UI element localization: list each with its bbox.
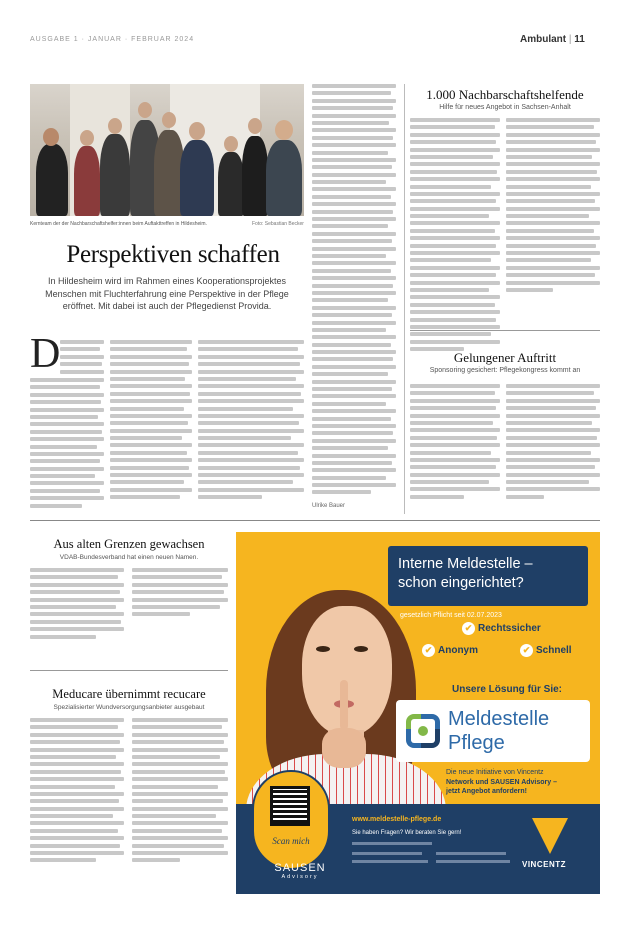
section-label: Ambulant | 11	[520, 34, 585, 45]
right-article-1-col-1	[410, 118, 500, 355]
right-article-1-headline: 1.000 Nachbarschaftshelfende	[426, 87, 584, 102]
right-article-2-headline: Gelungener Auftritt	[453, 350, 557, 365]
vincentz-logo-icon	[532, 818, 568, 854]
check-icon: ✔	[520, 644, 533, 657]
photo-credit: Foto: Sebastian Becker	[252, 221, 304, 227]
person	[242, 136, 268, 216]
advertisement[interactable]	[236, 532, 600, 894]
check-rechtssicher: ✔ Rechtssicher	[462, 622, 541, 635]
main-body-col-2	[110, 340, 192, 503]
bottom-article-2-subhead: Spezialisierter Wundversorgungsanbieter ausgebaut	[53, 704, 205, 711]
page-number: 11	[574, 34, 585, 45]
qr-code-icon	[270, 786, 310, 826]
brand-name-line-1: Meldestelle	[448, 708, 550, 730]
section-name: Ambulant	[520, 34, 567, 45]
person	[266, 140, 302, 216]
person	[218, 152, 244, 216]
check-icon: ✔	[462, 622, 475, 635]
main-body-col-4	[312, 84, 396, 498]
right-article-1-subhead: Hilfe für neues Angebot in Sachsen-Anhalt	[439, 104, 571, 111]
sausen-logo: SAUSEN Advisory	[274, 862, 326, 880]
right-article-2-col-2	[506, 384, 600, 502]
woman-finger	[340, 680, 348, 730]
ad-solution-label: Unsere Lösung für Sie:	[452, 684, 563, 695]
meldestelle-logo-icon	[406, 714, 440, 748]
main-body-col-3	[198, 340, 304, 503]
right-article-1-col-2	[506, 118, 600, 295]
photo-caption: Kernteam der der Nachbarschaftshelfer:innen beim Auftakttreffen in Hildesheim.	[30, 221, 207, 227]
bottom-article-1-subhead: VDAB-Bundesverband hat einen neuen Namen.	[59, 554, 199, 561]
running-header-left: AUSGABE 1 · JANUAR · FEBRUAR 2024	[30, 36, 195, 43]
main-headline: Perspektiven schaffen	[66, 241, 280, 268]
main-body-col-1b	[30, 378, 104, 511]
person	[100, 134, 130, 216]
brand-name-line-2: Pflege	[448, 732, 505, 754]
ad-title-line-2: schon eingerichtet?	[398, 575, 524, 591]
bottom-article-2-col-1	[30, 718, 124, 866]
right-article-2-subhead: Sponsoring gesichert: Pflegekongress kommt an	[429, 367, 581, 374]
bottom-article-1-headline: Aus alten Grenzen gewachsen	[53, 537, 205, 551]
ad-title-box	[388, 546, 588, 606]
qr-badge[interactable]	[252, 770, 330, 870]
main-standfirst: In Hildesheim wird im Rahmen eines Kooperationsprojektes Menschen mit Fluchterfahrung eine Perspektive in der Pflege eröffnet. Mit dabei ist auch der Pflegedienst Provida.	[45, 276, 289, 311]
bottom-article-2-col-2	[132, 718, 228, 866]
main-author: Ulrike Bauer	[312, 503, 346, 509]
person	[180, 140, 214, 216]
check-schnell: ✔ Schnell	[520, 644, 572, 657]
ad-title-line-1: Interne Meldestelle –	[398, 556, 533, 572]
ad-legal-note: gesetzlich Pflicht seit 02.07.2023	[400, 612, 502, 619]
main-body-col-1	[60, 340, 104, 377]
drop-cap: D	[30, 331, 61, 377]
bottom-article-1-col-2	[132, 568, 228, 620]
ad-initiative: Die neue Initiative von Vincentz Network und SAUSEN Advisory – jetzt Angebot anfordern!	[446, 769, 557, 795]
ad-url[interactable]: www.meldestelle-pflege.de	[352, 816, 442, 823]
ad-contact-label: Sie haben Fragen? Wir beraten Sie gern!	[352, 830, 462, 836]
person	[74, 146, 100, 216]
person	[36, 144, 68, 216]
woman-hand	[322, 728, 366, 768]
bottom-article-1-col-1	[30, 568, 124, 642]
vincentz-logo: VINCENTZ	[522, 860, 566, 869]
qr-scan-label: Scan mich	[272, 836, 310, 846]
team-photo	[30, 84, 304, 216]
check-icon: ✔	[422, 644, 435, 657]
check-anonym: ✔ Anonym	[422, 644, 478, 657]
bottom-article-2-headline: Meducare übernimmt recucare	[52, 687, 206, 701]
right-article-2-col-1	[410, 384, 500, 502]
brand-card	[396, 700, 590, 762]
